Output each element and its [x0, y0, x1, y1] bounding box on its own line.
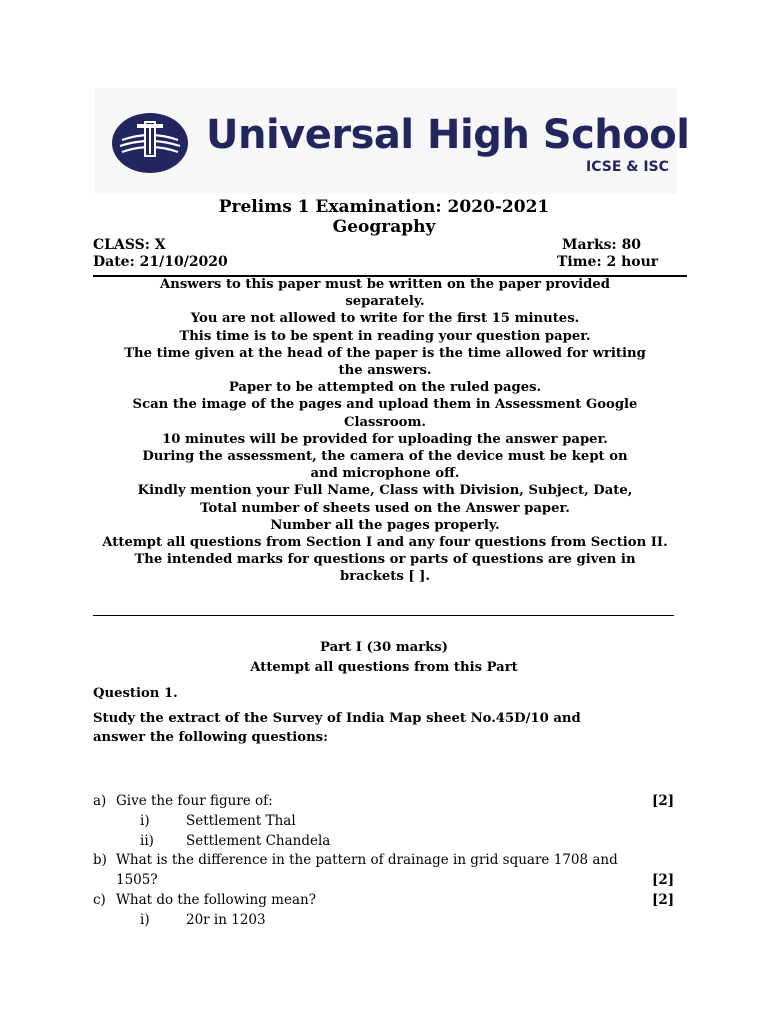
exam-title: Prelims 1 Examination: 2020-2021 [218, 197, 550, 217]
instruction-line: The time given at the head of the paper is the time allowed for writing [124, 345, 646, 361]
instruction-line: Attempt all questions from Section I and any four questions from Section II. [102, 535, 668, 551]
instruction-line: The intended marks for questions or parts of questions are given in [134, 552, 636, 568]
sub-question-a-ii-text: Settlement Chandela [186, 833, 331, 849]
sub-question-a-marks: [2] [652, 793, 675, 809]
sub-question-b-num: b) [93, 852, 107, 868]
question-intro-line2: answer the following questions: [93, 730, 328, 745]
sub-question-b-text: What is the difference in the pattern of drainage in grid square 1708 and [116, 852, 618, 868]
marks-label: Marks: 80 [562, 237, 642, 253]
sub-question-a-ii-num: ii) [140, 833, 154, 849]
instruction-line: You are not allowed to write for the first 15 minutes. [190, 311, 580, 327]
instruction-line: the answers. [338, 363, 432, 379]
date-label: Date: 21/10/2020 [93, 254, 228, 270]
sub-question-c-i-num: i) [140, 912, 150, 928]
sub-question-a-text: Give the four figure of: [116, 793, 273, 809]
instruction-line: Number all the pages properly. [270, 517, 500, 533]
sub-question-a-i-text: Settlement Thal [186, 813, 296, 829]
instruction-line: and microphone off. [310, 466, 460, 482]
sub-question-a-i-num: i) [140, 813, 150, 829]
instruction-line: brackets [ ]. [339, 569, 431, 585]
instruction-line: 10 minutes will be provided for uploading the answer paper. [162, 431, 608, 447]
class-label: CLASS: X [93, 237, 166, 253]
question-intro-line1: Study the extract of the Survey of India Map sheet No.45D/10 and [93, 711, 581, 726]
question-label: Question 1. [93, 686, 178, 701]
part-title: Part I (30 marks) [320, 640, 448, 655]
instruction-line: This time is to be spent in reading your question paper. [179, 328, 591, 344]
instruction-line: During the assessment, the camera of the device must be kept on [142, 449, 628, 465]
time-label: Time: 2 hour [557, 254, 659, 270]
instruction-line: Answers to this paper must be written on the paper provided [160, 277, 610, 292]
instruction-line: Classroom. [344, 414, 426, 430]
sub-question-c-i-text: 20r in 1203 [186, 912, 266, 928]
instructions-block [40, 276, 730, 586]
instruction-line: Kindly mention your Full Name, Class with Division, Subject, Date, [137, 483, 633, 499]
sub-question-c-text: What do the following mean? [116, 892, 316, 908]
instruction-line: Paper to be attempted on the ruled pages. [228, 380, 542, 396]
sub-question-a-num: a) [93, 793, 107, 809]
sub-question-c-marks: [2] [652, 892, 675, 908]
instruction-line: Scan the image of the pages and upload them in Assessment Google [132, 397, 638, 413]
sub-question-b-marks: [2] [652, 872, 675, 888]
school-logo-icon [108, 110, 192, 176]
instruction-line: separately. [345, 294, 425, 310]
school-name: Universal High School [206, 112, 690, 158]
school-board: ICSE & ISC [586, 159, 669, 175]
instruction-line: Total number of sheets used on the Answer paper. [200, 500, 570, 516]
sub-question-c-num: c) [93, 892, 106, 908]
part-subtitle: Attempt all questions from this Part [250, 660, 518, 675]
exam-subject: Geography [332, 217, 436, 237]
section-divider [93, 615, 674, 616]
sub-question-b-cont: 1505? [116, 872, 158, 888]
